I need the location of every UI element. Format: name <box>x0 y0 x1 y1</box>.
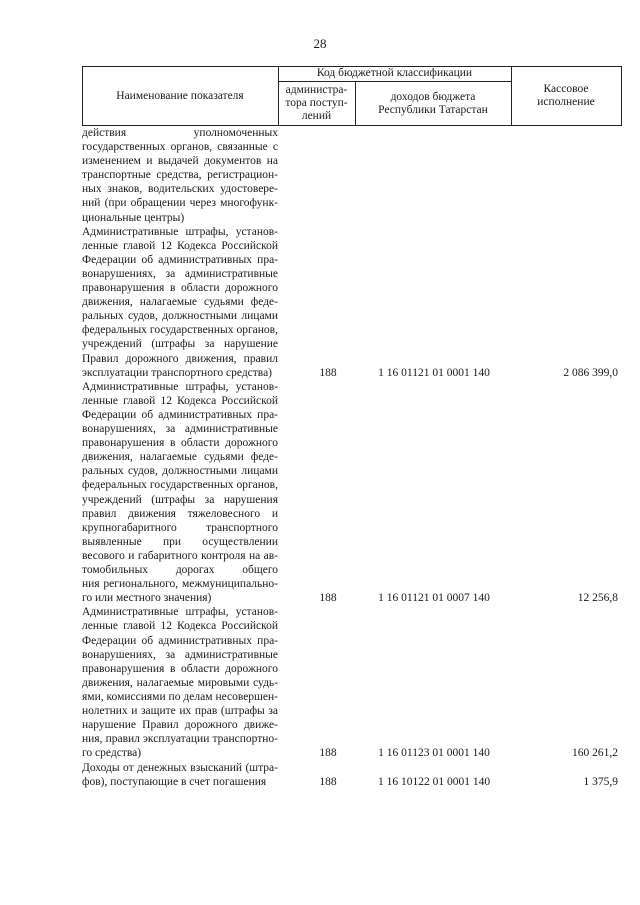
indicator-name-line: нолетних и защите их прав (штрафы за <box>82 705 278 718</box>
indicator-name-line: вонарушениях, за административные <box>82 423 278 436</box>
administrator-code: 188 <box>319 366 337 379</box>
income-code: 1 16 01123 01 0001 140 <box>378 747 490 760</box>
indicator-name <box>82 225 278 380</box>
indicator-name-line: Правил дорожного движения, правил <box>82 352 278 365</box>
indicator-name-line: учреждений (штрафы за нарушение <box>82 338 278 351</box>
indicator-name <box>82 380 278 606</box>
indicator-name-line: ленные главой 12 Кодекса Российской <box>82 620 278 633</box>
indicator-name-line: ральных судов, должностными лицами <box>82 465 278 478</box>
indicator-name-line: весового и габаритного контроля на ав- <box>82 549 278 562</box>
cash-execution: 1 375,9 <box>583 775 618 788</box>
indicator-name-line: вонарушениях, за административные <box>82 648 278 661</box>
indicator-name-line: фов), поступающие в счет погашения <box>82 775 267 788</box>
indicator-name-line: правонарушения в области дорожного <box>82 662 278 675</box>
indicator-name-line: выявленные при осуществлении <box>82 535 278 548</box>
indicator-name-line: действия уполномоченных <box>82 127 278 139</box>
indicator-name-line: ями, комиссиями по делам несовершен- <box>82 690 278 703</box>
administrator-code: 188 <box>319 747 337 760</box>
header-income-column: доходов бюджета Республики Татарстан <box>378 90 488 116</box>
table-header <box>82 66 622 126</box>
indicator-name-line: ния, правил эксплуатации транспортно- <box>82 733 278 746</box>
administrator-code: 188 <box>319 592 337 605</box>
indicator-name-line: томобильных дорогах общего <box>82 564 278 577</box>
indicator-name-line: ленные главой 12 Кодекса Российской <box>82 239 278 252</box>
indicator-name-line: Федерации об административных пра- <box>82 408 278 421</box>
indicator-name-line: вонарушениях, за административные <box>82 267 278 280</box>
indicator-name-line: крупногабаритного транспортного <box>82 521 278 534</box>
indicator-name-line: движения, налагаемые судьями феде- <box>82 296 278 309</box>
indicator-name-line: Доходы от денежных взысканий (штра- <box>82 761 278 774</box>
income-code: 1 16 10122 01 0001 140 <box>377 775 491 788</box>
cash-execution: 2 086 399,0 <box>563 366 618 379</box>
indicator-name-line: ния регионального, межмуниципально- <box>82 578 278 591</box>
indicator-name-line: федеральных государственных органов, <box>82 324 278 337</box>
indicator-name-line: Федерации об административных пра- <box>82 253 278 266</box>
income-code: 1 16 01121 01 0007 140 <box>378 592 490 605</box>
indicator-name-line: Федерации об административных пра- <box>82 634 278 647</box>
indicator-name-line: движения, налагаемые судьями феде- <box>82 451 278 464</box>
administrator-code: 188 <box>319 775 337 788</box>
indicator-name-line: федеральных государственных органов, <box>82 479 278 492</box>
indicator-name <box>82 761 278 789</box>
cash-execution: 12 256,8 <box>577 592 618 605</box>
page-number: 28 <box>313 36 327 51</box>
indicator-name-line: нарушение Правил дорожного движе- <box>82 719 278 732</box>
indicator-name-line: ний (при обращении через многофунк- <box>82 197 278 210</box>
income-code: 1 16 01121 01 0001 140 <box>378 366 490 379</box>
cash-execution: 160 261,2 <box>572 747 618 760</box>
indicator-name-line: го или местного значения) <box>82 592 212 605</box>
indicator-name-line: циональные центры) <box>82 211 185 224</box>
indicator-name-line: Административные штрафы, установ- <box>82 606 278 619</box>
indicator-name-line: ных знаков, водительских удостовере- <box>82 183 278 196</box>
header-admin-column: администра- тора поступ- лений <box>285 84 348 122</box>
indicator-name-line: правил движения тяжеловесного и <box>82 507 278 520</box>
indicator-name-line: движения, налагаемые мировыми судь- <box>82 676 278 689</box>
indicator-name-line: учреждений (штрафы за нарушения <box>82 493 278 506</box>
indicator-name-line: эксплуатации транспортного средства) <box>82 366 273 379</box>
indicator-name <box>82 126 278 225</box>
indicator-name-line: правонарушения в области дорожного <box>82 437 278 450</box>
indicator-name-line: Административные штрафы, установ- <box>82 225 278 238</box>
header-classification-group: Код бюджетной классификации <box>316 67 473 79</box>
header-execution-column: Кассовое исполнение <box>537 83 595 108</box>
indicator-name-line: государственных органов, связанные с <box>82 141 278 154</box>
indicator-name-line: ральных судов, должностными лицами <box>82 310 278 323</box>
indicator-name-line: изменением и выдачей документов на <box>82 155 278 168</box>
indicator-name-line: Административные штрафы, установ- <box>82 380 278 393</box>
indicator-name-line: правонарушения в области дорожного <box>82 282 278 295</box>
indicator-name-line: го средства) <box>82 747 142 760</box>
header-name-column: Наименование показателя <box>116 89 244 102</box>
indicator-name <box>82 605 278 760</box>
indicator-name-line: ленные главой 12 Кодекса Российской <box>82 394 278 407</box>
indicator-name-line: транспортные средства, регистрацион- <box>82 169 278 182</box>
